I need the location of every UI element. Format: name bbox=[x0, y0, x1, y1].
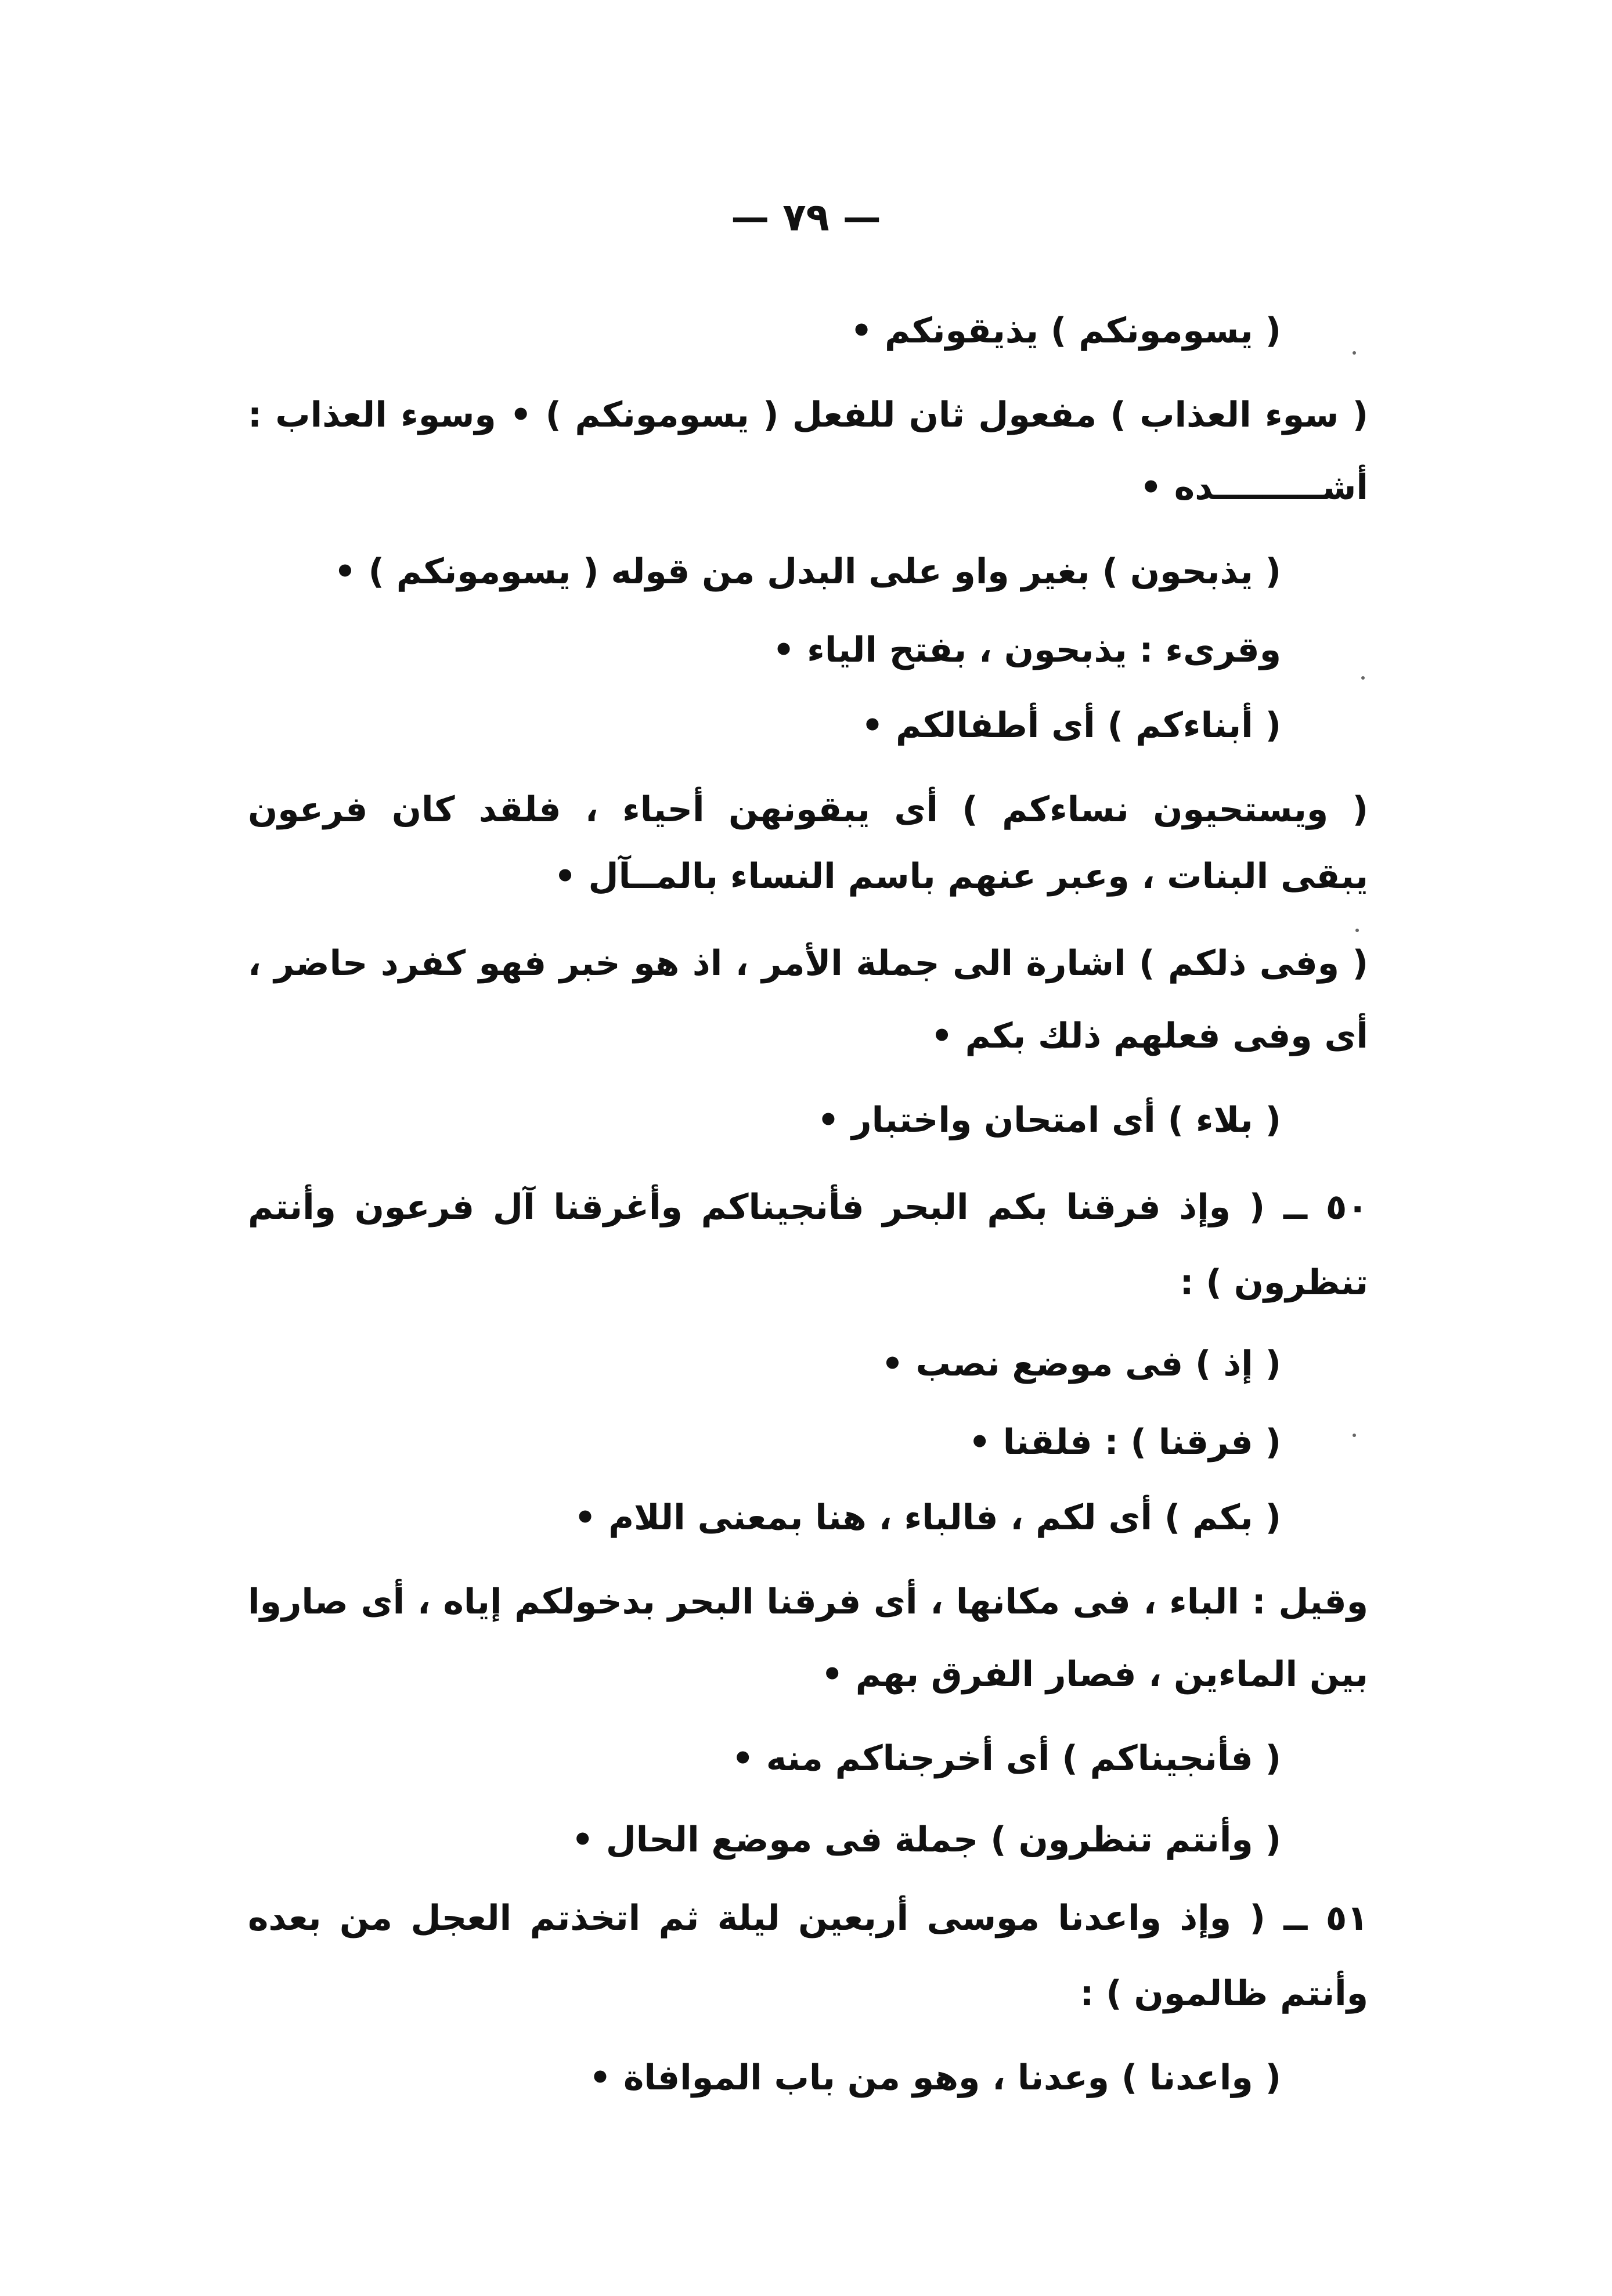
text-line: تنظرون ) : bbox=[1180, 1262, 1368, 1303]
text-line: ( إذ ) فى موضع نصب • bbox=[881, 1344, 1281, 1384]
text-line: ( وفى ذلكم ) اشارة الى جملة الأمر ، اذ هو خبر فهو كفرد حاضر ، bbox=[248, 943, 1368, 984]
scan-speck bbox=[1353, 1434, 1356, 1437]
scan-speck bbox=[1361, 676, 1365, 680]
text-line: ( يسومونكم ) يذيقونكم • bbox=[850, 311, 1281, 351]
text-line: ( يذبحون ) بغير واو على البدل من قوله ( يسومونكم ) • bbox=[334, 551, 1281, 592]
text-line: بين الماءين ، فصار الفرق بهم • bbox=[821, 1654, 1368, 1695]
page-number: — ٧٩ — bbox=[731, 195, 881, 240]
text-line: ( أبناءكم ) أى أطفالكم • bbox=[861, 705, 1281, 746]
text-line: ( بكم ) أى لكم ، فالباء ، هنا بمعنى اللام • bbox=[574, 1497, 1281, 1538]
text-line: أى وفى فعلهم ذلك بكم • bbox=[931, 1016, 1368, 1056]
text-line: ( ويستحيون نساءكم ) أى يبقونهن أحياء ، فلقد كان فرعون bbox=[248, 789, 1368, 830]
text-line: ٥٠ ــ ( وإذ فرقنا بكم البحر فأنجيناكم وأغرقنا آل فرعون وأنتم bbox=[248, 1187, 1368, 1228]
text-line: ( بلاء ) أى امتحان واختبار • bbox=[817, 1100, 1281, 1140]
text-line: وقيل : الباء ، فى مكانها ، أى فرقنا البحر بدخولكم إياه ، أى صاروا bbox=[248, 1582, 1368, 1622]
text-line: وقرىء : يذبحون ، بفتح الياء • bbox=[772, 630, 1281, 670]
text-line: ٥١ ــ ( وإذ واعدنا موسى أربعين ليلة ثم اتخذتم العجل من بعده bbox=[248, 1898, 1368, 1938]
text-line: ( فأنجيناكم ) أى أخرجناكم منه • bbox=[731, 1738, 1281, 1779]
text-line: ( وأنتم تنظرون ) جملة فى موضع الحال • bbox=[571, 1820, 1281, 1860]
text-line: ( سوء العذاب ) مفعول ثان للفعل ( يسومونكم ) • وسوء العذاب : bbox=[248, 395, 1368, 435]
text-line: يبقى البنات ، وعبر عنهم باسم النساء بالمــآل • bbox=[554, 856, 1368, 897]
text-line: ( واعدنا ) وعدنا ، وهو من باب الموافاة • bbox=[589, 2057, 1281, 2098]
scan-speck bbox=[1355, 929, 1359, 932]
scan-speck bbox=[1353, 351, 1356, 355]
text-line: وأنتم ظالمون ) : bbox=[1080, 1973, 1368, 2014]
text-line: أشـــــــــده • bbox=[1139, 467, 1368, 508]
text-line: ( فرقنا ) : فلقنا • bbox=[968, 1422, 1281, 1463]
